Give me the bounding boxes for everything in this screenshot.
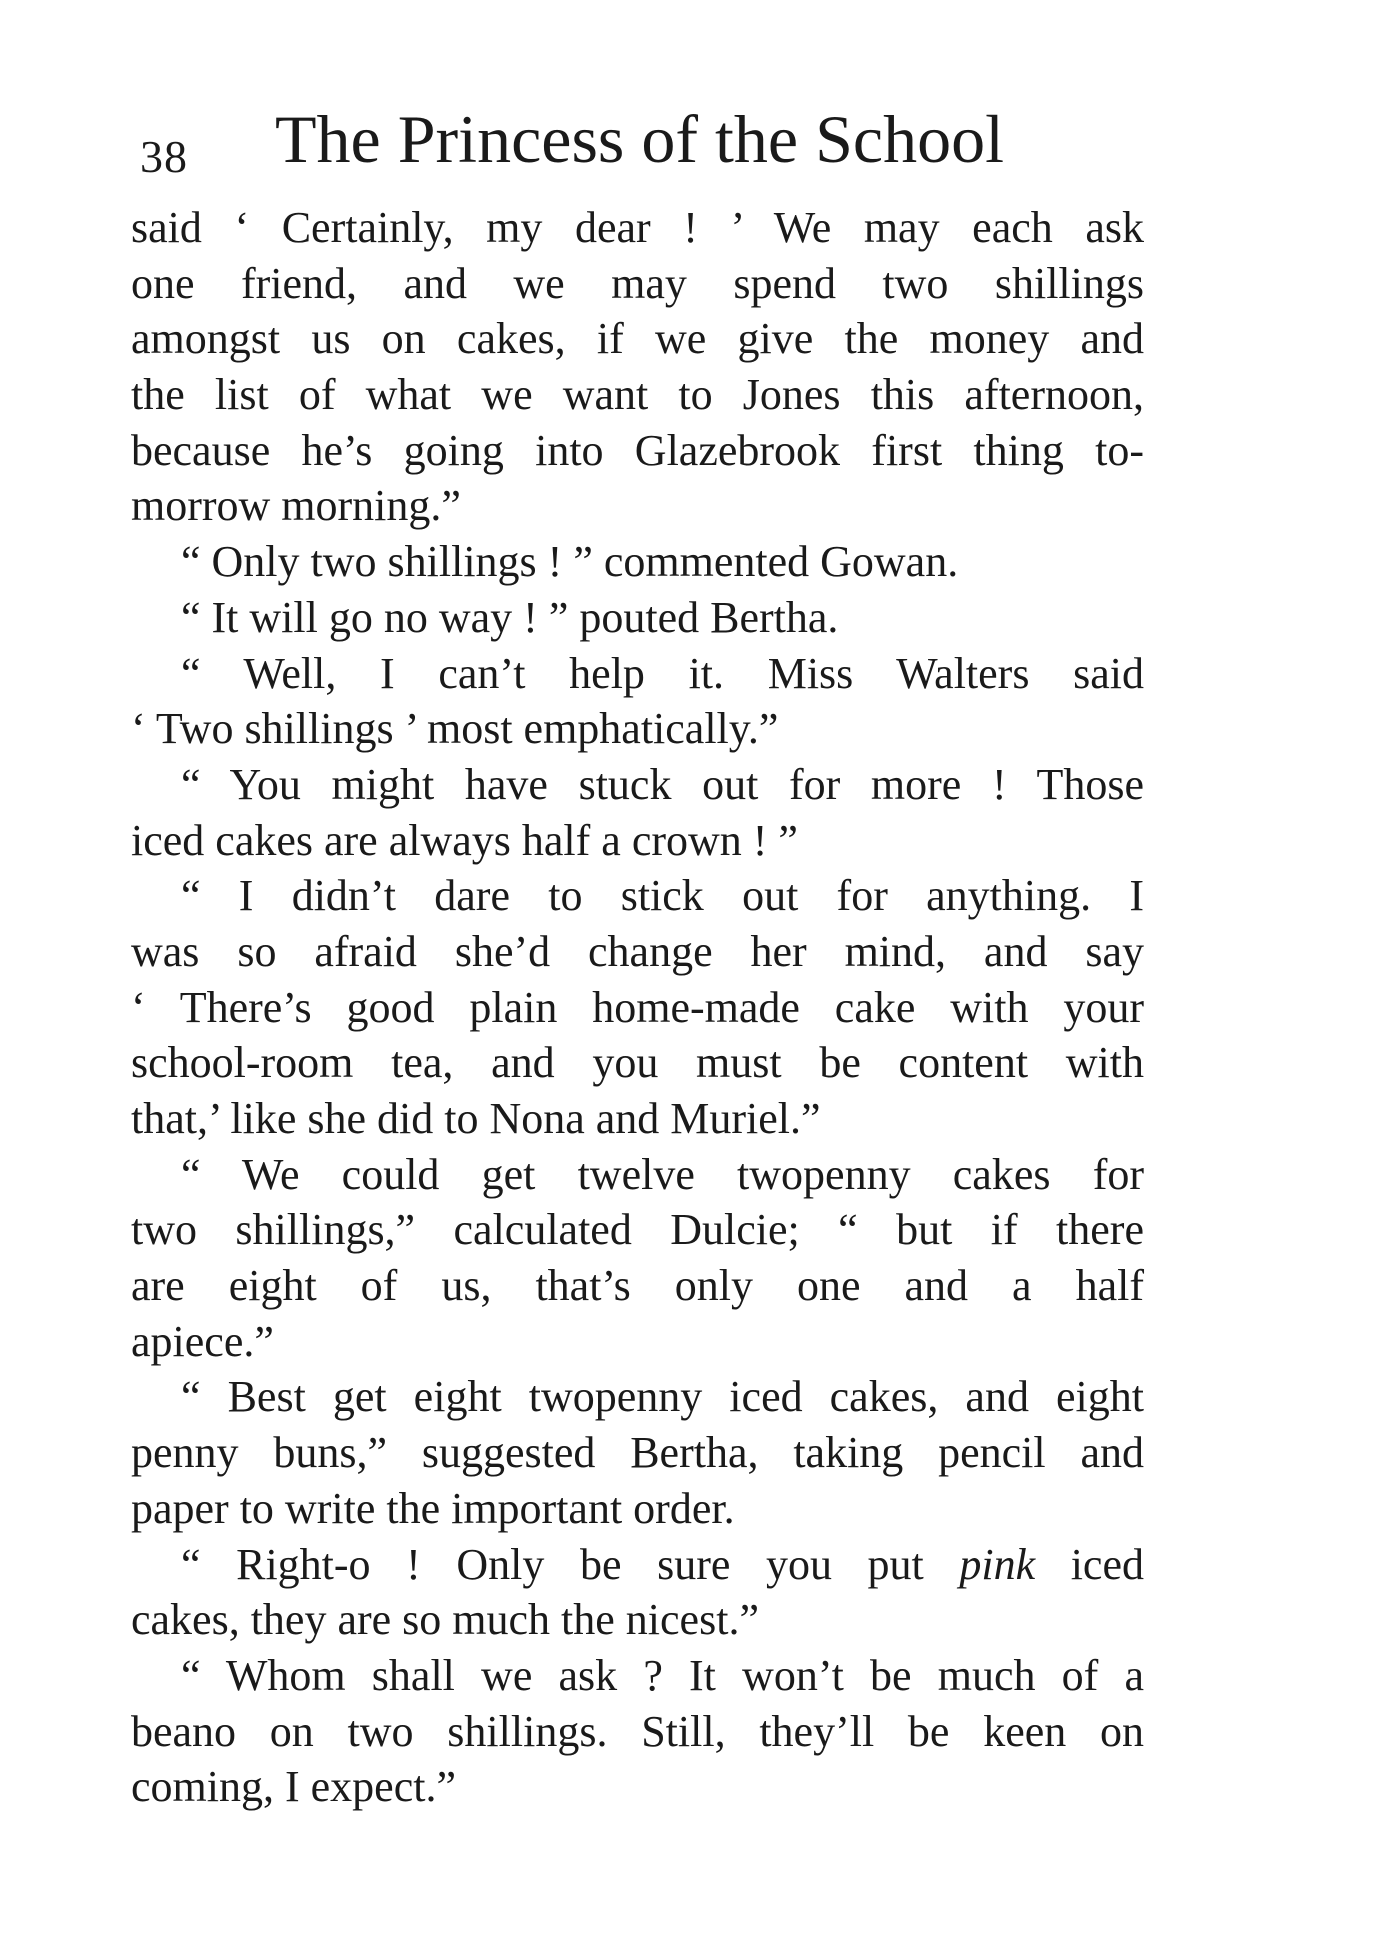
text-line: “ Well, I can’t help it. Miss Walters said bbox=[181, 648, 1144, 698]
text-line: iced cakes are always half a crown ! ” bbox=[131, 815, 798, 865]
text-line: ‘ There’s good plain home-made cake with your bbox=[131, 982, 1144, 1032]
text-line: “ I didn’t dare to stick out for anything. I bbox=[181, 871, 1144, 921]
text-line: paper to write the important order. bbox=[131, 1483, 735, 1533]
text-fragment: iced bbox=[1035, 1539, 1144, 1589]
text-line: “ Best get eight twopenny iced cakes, and eight bbox=[181, 1372, 1144, 1422]
text-line: “ We could get twelve twopenny cakes for bbox=[181, 1149, 1144, 1199]
text-line: coming, I expect.” bbox=[131, 1762, 456, 1812]
text-line: was so afraid she’d change her mind, and say bbox=[131, 926, 1144, 976]
text-line: because he’s going into Glazebrook first thing to- bbox=[131, 425, 1144, 475]
text-line: “ Only two shillings ! ” commented Gowan. bbox=[181, 537, 959, 587]
text-line: penny buns,” suggested Bertha, taking pencil and bbox=[131, 1428, 1144, 1478]
text-line: that,’ like she did to Nona and Muriel.” bbox=[131, 1094, 821, 1143]
text-line: morrow morning.” bbox=[131, 481, 461, 531]
running-title: The Princess of the School bbox=[275, 101, 1004, 177]
text-line bbox=[131, 1537, 1144, 1593]
body-text bbox=[131, 200, 1144, 1815]
text-line: beano on two shillings. Still, they’ll be keen on bbox=[131, 1706, 1144, 1756]
text-line: school-room tea, and you must be content with bbox=[131, 1038, 1144, 1088]
italic-word: pink bbox=[959, 1539, 1036, 1589]
text-line: the list of what we want to Jones this afternoon, bbox=[131, 370, 1144, 420]
text-line: two shillings,” calculated Dulcie; “ but if there bbox=[131, 1205, 1144, 1255]
text-line: “ Whom shall we ask ? It won’t be much of a bbox=[181, 1650, 1144, 1700]
text-line: said ‘ Certainly, my dear ! ’ We may each ask bbox=[131, 203, 1144, 252]
page-header bbox=[140, 100, 1150, 190]
text-line: “ You might have stuck out for more ! Those bbox=[181, 759, 1144, 809]
text-line: “ It will go no way ! ” pouted Bertha. bbox=[181, 592, 839, 642]
text-line: apiece.” bbox=[131, 1316, 274, 1366]
text-line: one friend, and we may spend two shillings bbox=[131, 258, 1144, 308]
text-line: ‘ Two shillings ’ most emphatically.” bbox=[131, 704, 779, 754]
page-number: 38 bbox=[140, 131, 188, 182]
text-line: amongst us on cakes, if we give the money and bbox=[131, 314, 1144, 364]
text-line: are eight of us, that’s only one and a half bbox=[131, 1261, 1144, 1311]
text-fragment: “ Right-o ! Only be sure you put bbox=[181, 1539, 960, 1589]
text-line: cakes, they are so much the nicest.” bbox=[131, 1595, 759, 1645]
